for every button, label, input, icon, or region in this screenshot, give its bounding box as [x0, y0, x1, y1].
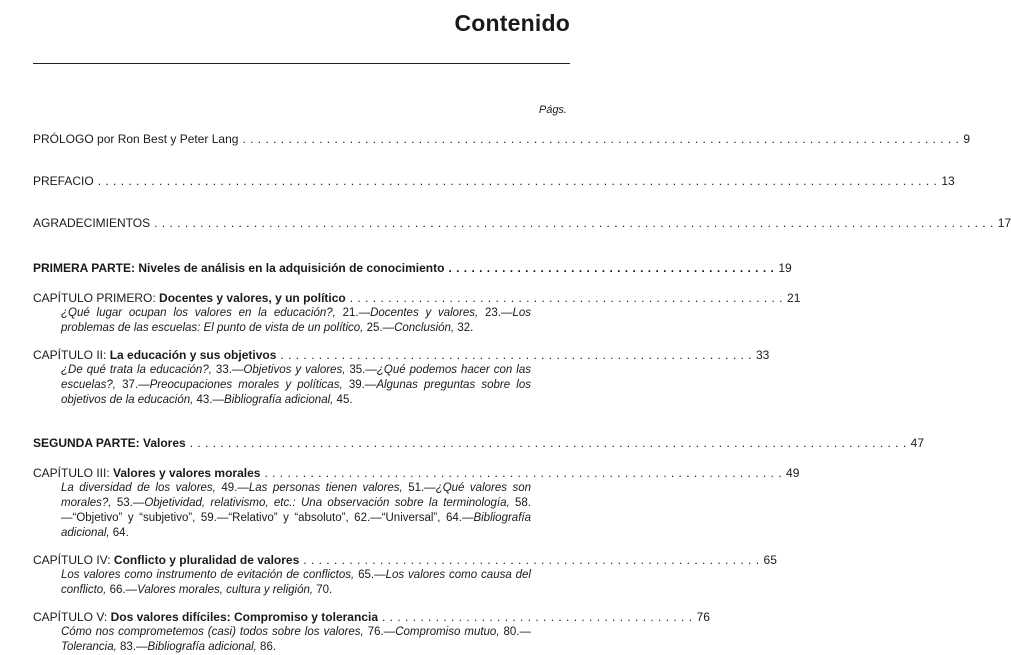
toc-entry-prefacio	[33, 174, 955, 189]
toc-entry-page: 13	[941, 174, 955, 188]
toc-entry-page: 65	[763, 553, 777, 567]
subtopic: Compromiso mutuo,	[395, 626, 500, 638]
toc-entry-label: Docentes y valores, y un político	[159, 291, 346, 305]
toc-entry-page: 49	[786, 466, 800, 480]
subtopic-page: 51.—	[402, 482, 436, 494]
subtopic-page: 70.	[313, 584, 333, 596]
subtopic: Las personas tienen valores,	[248, 482, 403, 494]
toc-entry-subtopics	[61, 481, 531, 541]
toc-entry-label: SEGUNDA PARTE: Valores	[33, 436, 186, 450]
dot-leader: . . . . . . . . . . . . . . . . . . . . . . . . . . . . . . . . . . . . . . . . .	[382, 610, 693, 624]
subtopic: Docentes y valores,	[370, 307, 479, 319]
toc-entry-capitulo-2	[33, 348, 770, 408]
toc-entry-page: 21	[787, 291, 801, 305]
toc-entry-page: 47	[910, 436, 925, 450]
subtopic: Bibliografía adicional,	[224, 394, 334, 406]
subtopic: ¿Qué lugar ocupan los valores en la educación?,	[61, 307, 336, 319]
toc-entry-label: La educación y sus objetivos	[109, 348, 277, 362]
subtopic: Bibliografía adicional,	[61, 512, 531, 539]
subtopic-page: 33.—	[211, 364, 244, 376]
subtopic-page: 53.—	[111, 497, 145, 509]
subtopic-page: 64.	[109, 527, 129, 539]
toc-entry-capitulo-4	[33, 553, 777, 598]
dot-leader: . . . . . . . . . . . . . . . . . . . . . . . . . . . . . . . . . . . . . . . . . . .	[448, 261, 775, 275]
toc-entry-page: 17	[997, 216, 1011, 230]
subtopic-page: 25.—	[363, 322, 395, 334]
subtopic: Los valores como causa del conflicto,	[61, 569, 531, 596]
toc-entry-subtopics	[61, 625, 531, 655]
subtopic: Objetividad, relativismo, etc.: Una observación sobre la terminología,	[144, 497, 510, 509]
toc-entry-page: 19	[778, 261, 792, 275]
subtopic-page: 45.	[333, 394, 353, 406]
dot-leader: . . . . . . . . . . . . . . . . . . . . . . . . . . . . . . . . . . . . . . . . . . . . . . . . . . . . . . . . . . . . . .	[280, 348, 752, 362]
subtopic-page: 76.—	[363, 626, 396, 638]
subtopic: Preocupaciones morales y políticas,	[149, 379, 343, 391]
dot-leader: . . . . . . . . . . . . . . . . . . . . . . . . . . . . . . . . . . . . . . . . . . . . . . . . . . . . . . . . . . . . . . . . . . . . . . . . . . . . . . . . . . . . . . . . . . . . . .	[189, 436, 907, 450]
toc-entry-label: PRÓLOGO por Ron Best y Peter Lang	[33, 132, 239, 146]
dot-leader: . . . . . . . . . . . . . . . . . . . . . . . . . . . . . . . . . . . . . . . . . . . . . . . . . . . . . . . . . . . . . . . . . . . . . . . . . . . . . . . . . . . . . . . . . . . . . .	[242, 132, 960, 146]
pages-label: Págs.	[538, 104, 567, 116]
toc-entry-prefix: CAPÍTULO V:	[33, 610, 111, 624]
subtopic: ¿Qué podemos hacer con las escuelas?,	[61, 364, 531, 391]
toc-entry-label: Dos valores difíciles: Compromiso y tolerancia	[110, 610, 378, 624]
dot-leader: . . . . . . . . . . . . . . . . . . . . . . . . . . . . . . . . . . . . . . . . . . . . . . . . . . . . . . . . . . . .	[303, 553, 760, 567]
toc-entry-prefix: CAPÍTULO III:	[33, 466, 114, 480]
toc-entry-subtopics	[61, 306, 531, 336]
toc-entry-segunda-parte	[33, 436, 925, 451]
subtopic: Tolerancia,	[61, 641, 117, 653]
subtopic: ¿Qué valores son morales?,	[61, 482, 532, 509]
subtopic-page: 21.—	[335, 307, 371, 319]
subtopic: La diversidad de los valores,	[61, 482, 216, 494]
subtopic-page: 49.—	[215, 482, 249, 494]
subtopic-page: 32.	[454, 322, 474, 334]
subtopic-page: 86.	[256, 641, 277, 653]
dot-leader: . . . . . . . . . . . . . . . . . . . . . . . . . . . . . . . . . . . . . . . . . . . . . . . . . . . . . . . . . . . . . . . . . . . . . . . . . . . . . . . . . . . . . . . . . . . . . . . . . . . . . . . . . . . . . .	[154, 216, 994, 230]
subtopic-page: 83.—	[116, 641, 148, 653]
subtopic: Los valores como instrumento de evitación de conflictos,	[61, 569, 355, 581]
subtopic: Objetivos y valores,	[243, 364, 346, 376]
subtopic-page: 37.—	[115, 379, 150, 391]
toc-entry-capitulo-1	[33, 291, 801, 336]
toc-entry-prefix: CAPÍTULO II:	[33, 348, 110, 362]
subtopic: Bibliografía adicional,	[147, 641, 257, 653]
page-title: Contenido	[454, 10, 570, 36]
subtopic: Algunas preguntas sobre los objetivos de la educación,	[61, 379, 531, 406]
toc-entry-subtopics	[61, 568, 531, 598]
subtopic-page: 66.—	[106, 584, 138, 596]
dot-leader: . . . . . . . . . . . . . . . . . . . . . . . . . . . . . . . . . . . . . . . . . . . . . . . . . . . . . . . . .	[349, 291, 784, 305]
subtopic-page: 39.—	[342, 379, 377, 391]
toc-entry-label: Valores y valores morales	[113, 466, 261, 480]
subtopic-page: 58.—“Objetivo” y “subjetivo”, 59.—“Relativo” y “absoluto”, 62.—“Universal”, 64.—	[61, 497, 532, 524]
toc-entry-label: PREFACIO	[33, 174, 94, 188]
subtopic-page: 65.—	[354, 569, 386, 581]
toc-entry-page: 9	[963, 132, 971, 146]
subtopic-page: 23.—	[478, 307, 513, 319]
toc-entry-subtopics	[61, 363, 531, 408]
toc-entry-page: 76	[696, 610, 710, 624]
subtopic: Conclusión,	[394, 322, 455, 334]
toc-entry-label: Conflicto y pluralidad de valores	[113, 553, 300, 567]
subtopic: Valores morales, cultura y religión,	[137, 584, 314, 596]
title-rule	[33, 63, 570, 64]
toc-entry-label: PRIMERA PARTE: Niveles de análisis en la adquisición de conocimiento	[33, 261, 445, 275]
toc-entry-primera-parte	[33, 261, 792, 276]
subtopic-page: 35.—	[345, 364, 377, 376]
subtopic-page: 43.—	[193, 394, 225, 406]
table-of-contents	[33, 132, 1011, 655]
toc-entry-capitulo-5	[33, 610, 710, 655]
dot-leader: . . . . . . . . . . . . . . . . . . . . . . . . . . . . . . . . . . . . . . . . . . . . . . . . . . . . . . . . . . . . . . . . . . . .	[264, 466, 783, 480]
subtopic: Cómo nos comprometemos (casi) todos sobre los valores,	[61, 626, 364, 638]
toc-entry-label: AGRADECIMIENTOS	[33, 216, 151, 230]
toc-entry-agradecimientos	[33, 216, 1011, 231]
toc-entry-prefix: CAPÍTULO PRIMERO:	[33, 291, 160, 305]
subtopic: ¿De qué trata la educación?,	[61, 364, 212, 376]
subtopic: Los problemas de las escuelas: El punto de vista de un político,	[61, 307, 532, 334]
toc-entry-page: 33	[756, 348, 770, 362]
toc-entry-prologo	[33, 132, 971, 147]
subtopic-page: 80.—	[499, 626, 532, 638]
toc-entry-prefix: CAPÍTULO IV:	[33, 553, 114, 567]
dot-leader: . . . . . . . . . . . . . . . . . . . . . . . . . . . . . . . . . . . . . . . . . . . . . . . . . . . . . . . . . . . . . . . . . . . . . . . . . . . . . . . . . . . . . . . . . . . . . . . . . . . . . . . . . . . . . .	[97, 174, 938, 188]
toc-entry-capitulo-3	[33, 466, 800, 541]
